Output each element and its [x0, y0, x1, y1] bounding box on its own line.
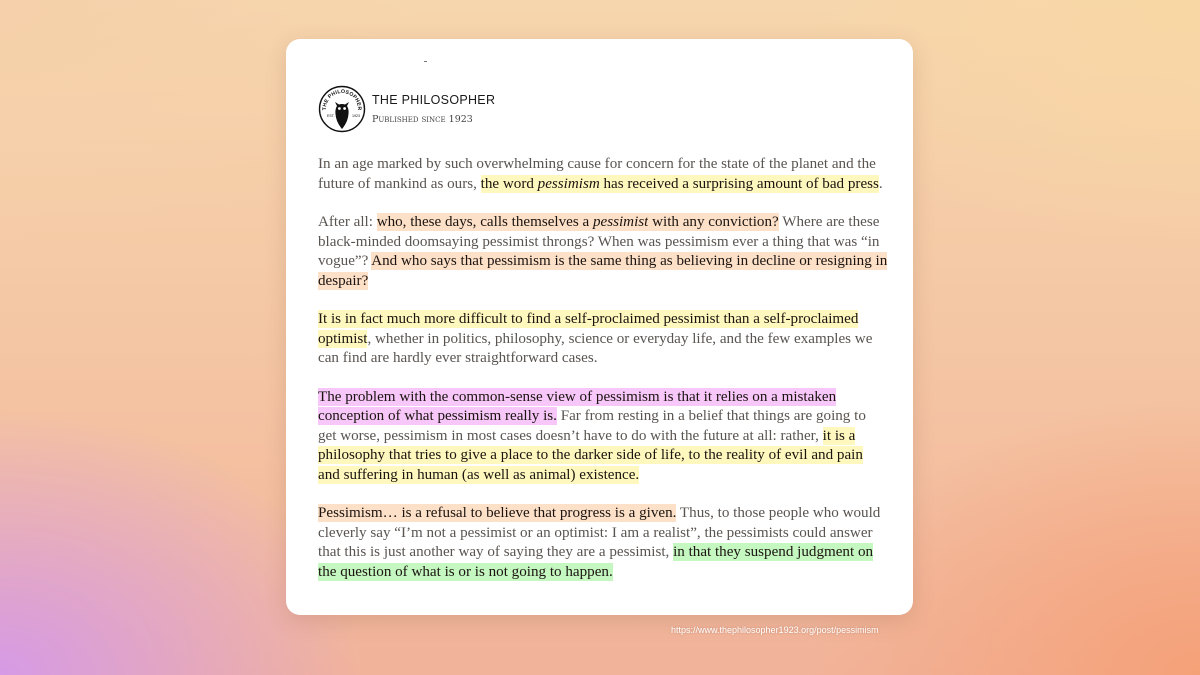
article-paragraph: [318, 310, 888, 369]
paragraph-text: After all:: [318, 214, 377, 230]
publication-header: [318, 83, 495, 135]
highlight-peach: who, these days, calls themselves a: [376, 214, 593, 230]
svg-text:1923: 1923: [352, 114, 360, 118]
publication-tagline: Published since 1923: [372, 114, 473, 125]
highlight-yellow: It is in fact much more difficult to find a self-proclaimed pessimist than a self-proclaimed optimist: [318, 311, 859, 347]
highlight-yellow: it is a philosophy that tries to give a place to the darker side of life, to the reality of evil and pain and suffering in human (as well as animal) existence.: [318, 427, 863, 483]
highlight-yellow: the word: [480, 175, 538, 192]
highlight-peach: pessimist: [592, 214, 649, 230]
article-paragraph: [318, 155, 888, 194]
article-paragraph: [318, 213, 888, 291]
article-card: [286, 39, 913, 615]
highlight-green: in that they suspend judgment on the question of what is or is not going to happen.: [318, 544, 874, 580]
article-body: [318, 155, 888, 601]
paragraph-text: Far from resting in a belief that things are going to get worse, pessimism in most cases doesn’t have to do with the future at all: rather,: [318, 408, 866, 444]
article-paragraph: [318, 388, 888, 486]
highlight-pink: The problem with the common-sense view of pessimism is that it relies on a mistaken conception of what pessimism really is.: [318, 388, 837, 424]
owl-logo-icon: [318, 85, 366, 133]
publication-name: THE PHILOSOPHER: [372, 93, 496, 107]
brand-block: [372, 92, 495, 126]
paragraph-text: , whether in politics, philosophy, science or everyday life, and the few examples we can find are hardly ever straightforward cases.: [318, 330, 873, 366]
highlight-peach: And who says that pessimism is the same thing as believing in decline or resigning in despair?: [318, 253, 888, 289]
highlight-peach: with any conviction?: [648, 214, 779, 230]
divider: [424, 61, 427, 62]
paragraph-text: Where are these black-minded doomsaying pessimist throngs? When was pessimism ever a thing that was “in vogue”?: [318, 214, 880, 269]
article-paragraph: [318, 504, 888, 582]
paragraph-text: .: [878, 175, 883, 192]
svg-text:THE PHILOSOPHER: THE PHILOSOPHER: [321, 88, 363, 111]
highlight-peach: Pessimism… is a refusal to believe that progress is a given.: [318, 505, 677, 521]
source-url: https://www.thephilosopher1923.org/post/pessimism: [671, 625, 879, 635]
paragraph-text: Thus, to those people who would cleverly say “I’m not a pessimist or an optimist: I am a realist”, the pessimists could answer that this is just another way of saying they are a pessimist,: [318, 505, 881, 560]
highlight-yellow: pessimism: [537, 175, 600, 192]
svg-text:EST.: EST.: [327, 114, 335, 118]
paragraph-text: In an age marked by such overwhelming cause for concern for the state of the planet and the future of mankind as ours,: [318, 156, 876, 192]
highlight-yellow: has received a surprising amount of bad press: [599, 175, 879, 192]
